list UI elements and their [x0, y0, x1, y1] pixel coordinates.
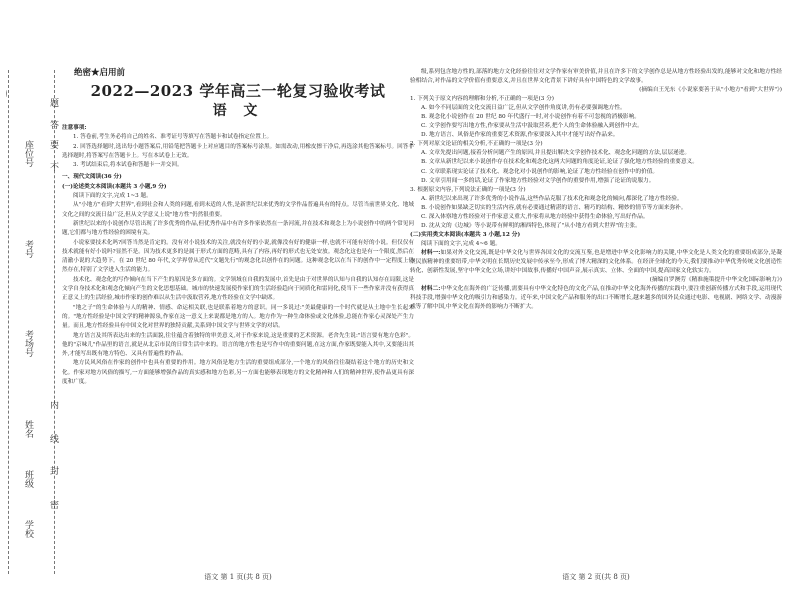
passage-paragraph: 小说家要技术化吗?回答当然是肯定的。没有对小说技术的关注,就没有好的小说,就像没有好的健康一样,也就不可能有好的小说。但仅仅有技术就能有好小说吗?显然不是。因为技术更多的是属于形式方面的范畴,具有了内容,再好的形式也无处安放。观念化这也是有一个限度,然后在清澈小说的大趋势下。在 20 世纪 80 年代,文学界曾从近代"文题先行"的观念化以创作在的问题。这种观念化以在当下的创作中一定程度上仍然存在,特别了文学进入生活的能力。 — [62, 239, 414, 274]
confidential-mark: 绝密★启用前 — [74, 68, 126, 78]
name-label: 姓名 — [23, 420, 33, 438]
binding-margin — [0, 0, 60, 592]
exam-room-label: 考场号 — [23, 330, 33, 357]
option: D. 地方语言、风俗是作家的重要艺术资源,作家要深入其中才能写出好作品来。 — [421, 132, 619, 139]
subsection-heading: (一)论述类文本阅读(本题共 3 小题,9 分) — [62, 183, 167, 190]
seal-dots: ····· — [2, 90, 10, 97]
material-1-label: 材料一: — [421, 249, 441, 256]
page-2-footer: 语文 第 2 页(共 8 页) — [562, 573, 630, 581]
question-3: 3. 根据原文内容,下列说法正确的一项是(3 分) — [410, 186, 526, 193]
option: C. 深入体察地方性经验对于作家意义重大,作家将从地方经验中获得生命体验,写出好作品。 — [421, 213, 649, 220]
seat-no-label: 座位号 — [23, 140, 33, 167]
page-2-body — [410, 68, 782, 312]
material-1-source: (摘编自罗澳劳《精准施策提升中华文化国际影响力》) — [649, 277, 782, 284]
page-2 — [410, 0, 782, 592]
seal-char-4: 不 — [48, 162, 58, 171]
seal-char-7: 封 — [48, 466, 58, 475]
page-1-body — [62, 124, 414, 387]
notice-item: 1. 答卷前,考生务必将自己的姓名、准考证号等填写在答题卡和试卷指定位置上。 — [73, 134, 273, 141]
page-1-footer: 语文 第 1 页(共 8 页) — [204, 573, 272, 581]
option: B. 文章从新世纪以来小说创作存在技术化和观念化这两大问题的角度论证,论证了强化地方性经验的重要意义。 — [421, 159, 698, 166]
seal-char-5: 内 — [48, 400, 58, 409]
page-1 — [62, 0, 414, 592]
passage-paragraph: 级,系列包含地方性的,部落的地方文化经验往往对文学作家有审美价值,并且在许多下的文学创作总是从地方性经验出发的,能够对文化和地方性经验相结合,对作品的文学价值有重要意义,并且在世界文化背景下讲好具有中国特色的文学故事。 — [410, 69, 782, 85]
question-1: 1. 下列关于原文内容的理解和分析,不正确的一项是(3 分) — [410, 96, 555, 103]
option: C. 文学创作要写出地方性,作家要从生活中汲取营养,把个人的生命体验融入到创作中去。 — [421, 123, 643, 130]
passage-paragraph: "地之子"的生命体验与人的精神、情感、命运相关联,也是联系着地方的意识。同一多说过:"美最健康的一个时代就是从土地中生长起来的。"地方性经验是中国文学的精神源泉,作家在这一意义上来说都是地方的人。地方作为一种生命体验或文化体验,总能在作家心灵深处产生力量。而且,地方性经验具有中国文化对世界的独特贡献,关系到中国文学与世界文学的对话。 — [62, 304, 414, 330]
passage-source: (摘编自王光东《小说家要善于从"小地方"看到"大世界"》) — [639, 87, 782, 94]
binding-line-outer — [8, 70, 9, 574]
reading-instruction: 阅读下面的文字,完成 4~6 题。 — [421, 240, 501, 247]
notice-item: 2. 回答选择题时,选出每小题答案后,用铅笔把答题卡上对应题目的答案标号涂黑。如需改动,用橡皮擦干净后,再选涂其他答案标号。回答非选择题时,将答案写在答题卡上。写在本试卷上无效。 — [62, 143, 414, 159]
passage-paragraph: 新世纪以来的小说创作尽管出现了许多优秀的作品,但优秀作品中有许多作家依然在一条河流,并在技术和观念上为小说创作中的两个常见问题,它们都与地方性经验的困境有关。 — [62, 220, 414, 237]
option: A. 文章先提出问题,接着分析问题产生的原因,并且提出解决文学创作技术化、观念化问题的方法,层层递进。 — [421, 150, 691, 157]
material-2-text: 中华文化在海外的广泛传播,需要具有中华文化特色的文化产品,在推动中华文化海外传播的实践中,要注重创新传播方式和手段,运用现代科技手段,增强中华文化的吸引力和感染力。近年来,中国文化产品和服务的出口不断增长,越来越多的国外民众通过电影、电视剧、网络文学、动漫游戏等了解中国,中华文化在海外的影响力不断扩大。 — [410, 286, 782, 311]
passage-paragraph: 技术化、观念化的写作倾向在当下产生的原因是多方面的。文学领域在自我的发展中,首先是由于对世界的认知与自我的认知存在局限,这是文学自身技术化和观念化倾向产生的文化思想基础。城市的快速发展使作家们的生活经验趋向于同质化和雷同化,使当下一些作家并没有获得真正意义上的生活经验,城市作家的创作难以从生活中汲取营养,地方性经验在文学中缺席。 — [62, 276, 414, 302]
material-2-label: 材料二: — [421, 286, 441, 293]
notice-item: 3. 考试结束后,将本试卷和答题卡一并交回。 — [73, 162, 183, 169]
seal-char-3: 要 — [48, 140, 58, 149]
school-label: 学校 — [23, 520, 33, 538]
notice-title: 注意事项: — [62, 125, 87, 131]
option: D. 沈从文的《边城》等小说带有鲜明的湘西特色,体现了"从小地方看到大世界"的主张。 — [421, 222, 641, 229]
material-1-text: 如果对外文化交流,既是中华文化与世界各国文化的交流互鉴,也是增进中华文化影响力的关键,中华文化是人类文化的重要组成部分,是凝聚民族精神的重要纽带,中华文明在长期历史发展中传承至今,形成了博大精深的文化体系。在经济全球化的今天,我们要推动中华优秀传统文化创造性转化、创新性发展,坚守中华文化立场,讲好中国故事,传播好中国声音,展示真实、立体、全面的中国,提高国家文化软实力。 — [410, 249, 782, 275]
option: A. 新世纪以来出现了许多优秀的小说作品,这些作品克服了技术化和观念化的倾向,都深化了地方性经验。 — [421, 195, 683, 202]
option: D. 文章引用闻一多的话,论证了作家地方性经验对文学创作的重要作用,增强了论证的说服力。 — [421, 177, 655, 184]
exam-title: 2022—2023 学年高三一轮复习验收考试 — [90, 82, 386, 100]
subject-title: 语 文 — [212, 103, 264, 119]
option: C. 文章联系现实论证了技术化、观念化对小说创作的影响,论证了地方性经验在创作中的价值。 — [421, 168, 659, 175]
subsection-heading: (二)实用类文本阅读(本题共 3 小题,12 分) — [410, 231, 521, 238]
question-2: 2. 下列对原文论证的相关分析,不正确的一项是(3 分) — [410, 141, 543, 148]
exam-no-label: 考号 — [23, 240, 33, 258]
option: B. 小说创作如果缺乏切实的生活内容,就有必要通过精湛的语言、精巧的结构、精妙的情节等方面来弥补。 — [421, 204, 687, 211]
option: A. 如今不同层面的文化交流日益广泛,但从文学创作角度讲,仍有必要强调地方性。 — [421, 105, 626, 112]
passage-paragraph: 从"小地方"看到"大世界",看到社会和人类的问题,看到未适的人性,是新世纪以来优秀的文学作品普遍具有的特点。尽管当前世界文化、地域文化之间的交流日益广泛,但从文学意义上说"地方性"仍然很重要。 — [62, 202, 414, 218]
seal-char-1: 题 — [48, 98, 58, 107]
seal-char-8: 密 — [48, 500, 58, 509]
class-label: 班级 — [23, 470, 33, 488]
seal-char-6: 线 — [48, 434, 58, 443]
passage-paragraph: 地方民风风俗在作家的创作中也具有重要的作用。地方风俗是地方生活的重要组成部分,一个地方的风俗往往凝结着这个地方的历史和文化。作家对地方风俗的描写,一方面能够增强作品的真实感和地方色彩,另一方面也能够表现地方的文化精神和人们的精神世界,使作品更具有深度和广度。 — [62, 360, 414, 386]
section-heading: 一、现代文阅读(36 分) — [62, 174, 122, 181]
option: B. 观念化小说创作在 20 世纪 80 年代盛行一时,对小说创作有着不可忽视的消极影响。 — [421, 114, 640, 121]
seal-char-2: 答 — [48, 120, 58, 129]
passage-paragraph: 地方语言及其所表达出来的生活面貌,往往蕴含着独特的审美意义,对于作家来说,这是重要的艺术资源。老舍先生说:"语言要有地方色彩"。他的"京味儿"作品里的语言,就是从北京市民的日常生活中来的。语言的地方性也是写作中的重要问题,在这方面,作家既要能入其中,又要能出其外,才能写出既有地方特色、又具有普遍性的作品。 — [62, 332, 414, 358]
reading-instruction: 阅读下面的文字,完成 1~3 题。 — [73, 193, 152, 200]
